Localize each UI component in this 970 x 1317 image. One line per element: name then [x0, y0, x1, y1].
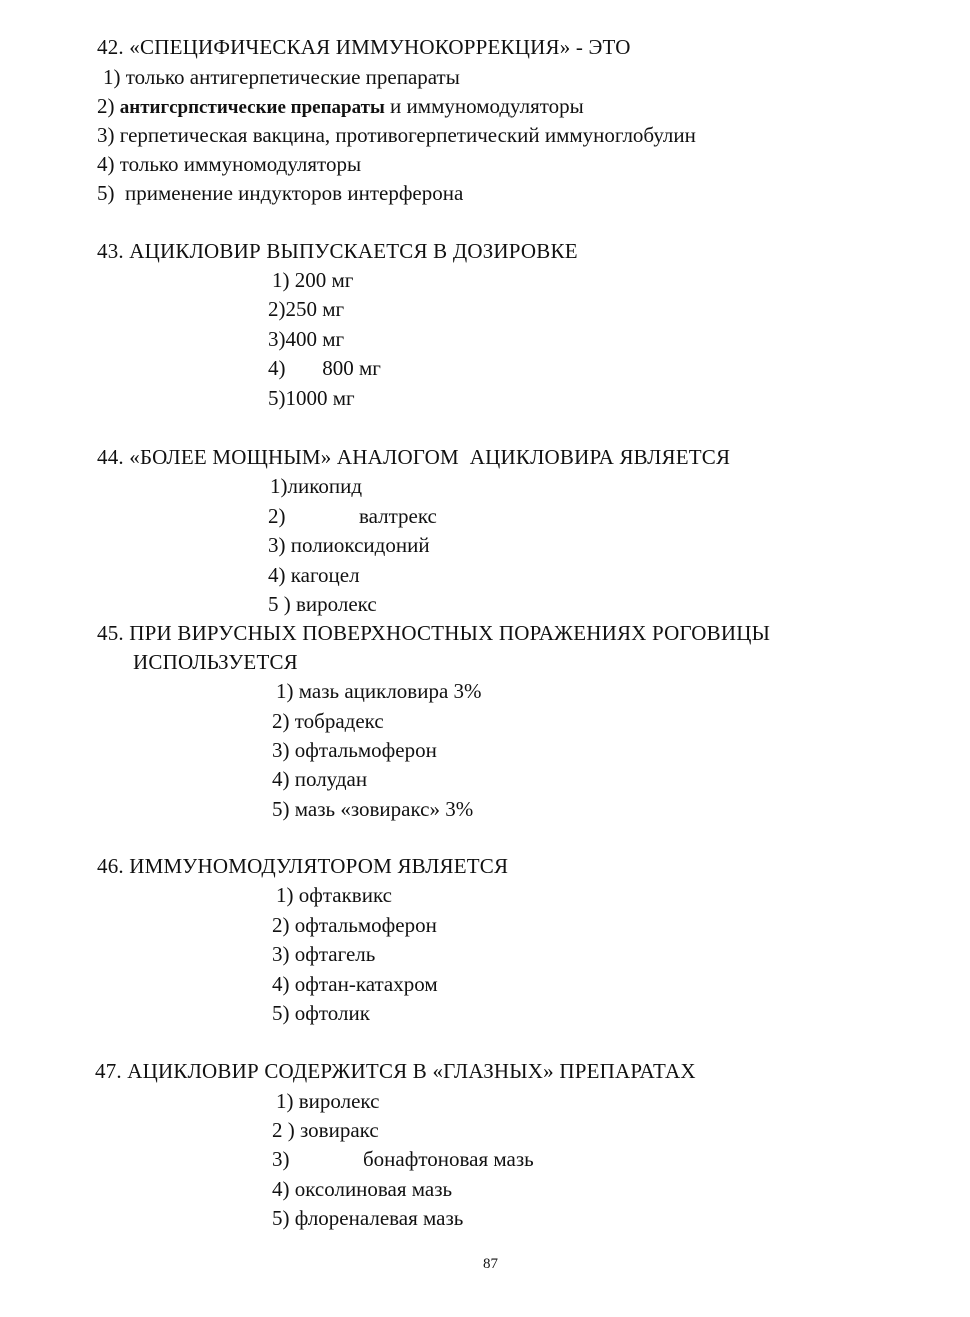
page-number: 87 [483, 1256, 498, 1272]
question-46-option-5: 5) офтолик [272, 1001, 370, 1025]
question-43-option-4: 4) 800 мг [268, 356, 381, 380]
question-45-title-line-2: ИСПОЛЬЗУЕТСЯ [133, 650, 298, 674]
question-45-option-3: 3) офтальмоферон [272, 738, 437, 762]
question-46-option-1: 1) офтаквикс [276, 883, 392, 907]
option-bold-text: антигсрпстические препараты [119, 97, 385, 118]
question-44-option-1: 1)ликопид [270, 474, 363, 498]
question-42-option-5: 5) применение индукторов интерферона [97, 181, 464, 205]
question-43-option-1: 1) 200 мг [272, 268, 354, 292]
question-42-title: 42. «СПЕЦИФИЧЕСКАЯ ИММУНОКОРРЕКЦИЯ» - ЭТО [97, 35, 631, 59]
question-45-option-5: 5) мазь «зовиракс» 3% [272, 797, 474, 821]
question-47-title: 47. АЦИКЛОВИР СОДЕРЖИТСЯ В «ГЛАЗНЫХ» ПРЕПАРАТАХ [95, 1059, 696, 1083]
option-number: 2) [97, 94, 120, 118]
question-42-option-1: 1) только антигерпетические препараты [103, 65, 460, 89]
question-47-option-5: 5) флореналевая мазь [272, 1206, 464, 1230]
question-42-option-3: 3) герпетическая вакцина, противогерпетический иммуноглобулин [97, 123, 696, 147]
question-47-option-4: 4) оксолиновая мазь [272, 1177, 453, 1201]
option-rest-text: и иммуномодуляторы [384, 94, 584, 118]
question-44-option-4: 4) кагоцел [268, 563, 360, 587]
question-44-option-3: 3) полиоксидоний [268, 533, 430, 557]
question-43-option-3: 3)400 мг [268, 327, 345, 351]
question-46-option-3: 3) офтагель [272, 942, 376, 966]
question-47-option-3: 3) бонафтоновая мазь [272, 1147, 534, 1171]
question-47-option-2: 2 ) зовиракс [272, 1118, 379, 1142]
question-44-title: 44. «БОЛЕЕ МОЩНЫМ» АНАЛОГОМ АЦИКЛОВИРА ЯВЛЯЕТСЯ [97, 445, 731, 469]
question-44-option-2: 2) валтрекс [268, 504, 437, 528]
question-42-option-4: 4) только иммуномодуляторы [97, 152, 362, 176]
question-46-title: 46. ИММУНОМОДУЛЯТОРОМ ЯВЛЯЕТСЯ [97, 854, 509, 878]
question-43-option-2: 2)250 мг [268, 297, 345, 321]
question-43-option-5: 5)1000 мг [268, 386, 355, 410]
question-42-option-2 [97, 96, 584, 117]
question-45-option-1: 1) мазь ацикловира 3% [276, 679, 482, 703]
question-47-option-1: 1) виролекс [276, 1089, 380, 1113]
question-44-option-5: 5 ) виролекс [268, 592, 377, 616]
question-45-option-4: 4) полудан [272, 767, 368, 791]
question-46-option-4: 4) офтан-катахром [272, 972, 438, 996]
question-45-option-2: 2) тобрадекс [272, 709, 384, 733]
question-43-title: 43. АЦИКЛОВИР ВЫПУСКАЕТСЯ В ДОЗИРОВКЕ [97, 239, 578, 263]
question-46-option-2: 2) офтальмоферон [272, 913, 437, 937]
question-45-title: 45. ПРИ ВИРУСНЫХ ПОВЕРХНОСТНЫХ ПОРАЖЕНИЯХ РОГОВИЦЫ [97, 621, 771, 645]
